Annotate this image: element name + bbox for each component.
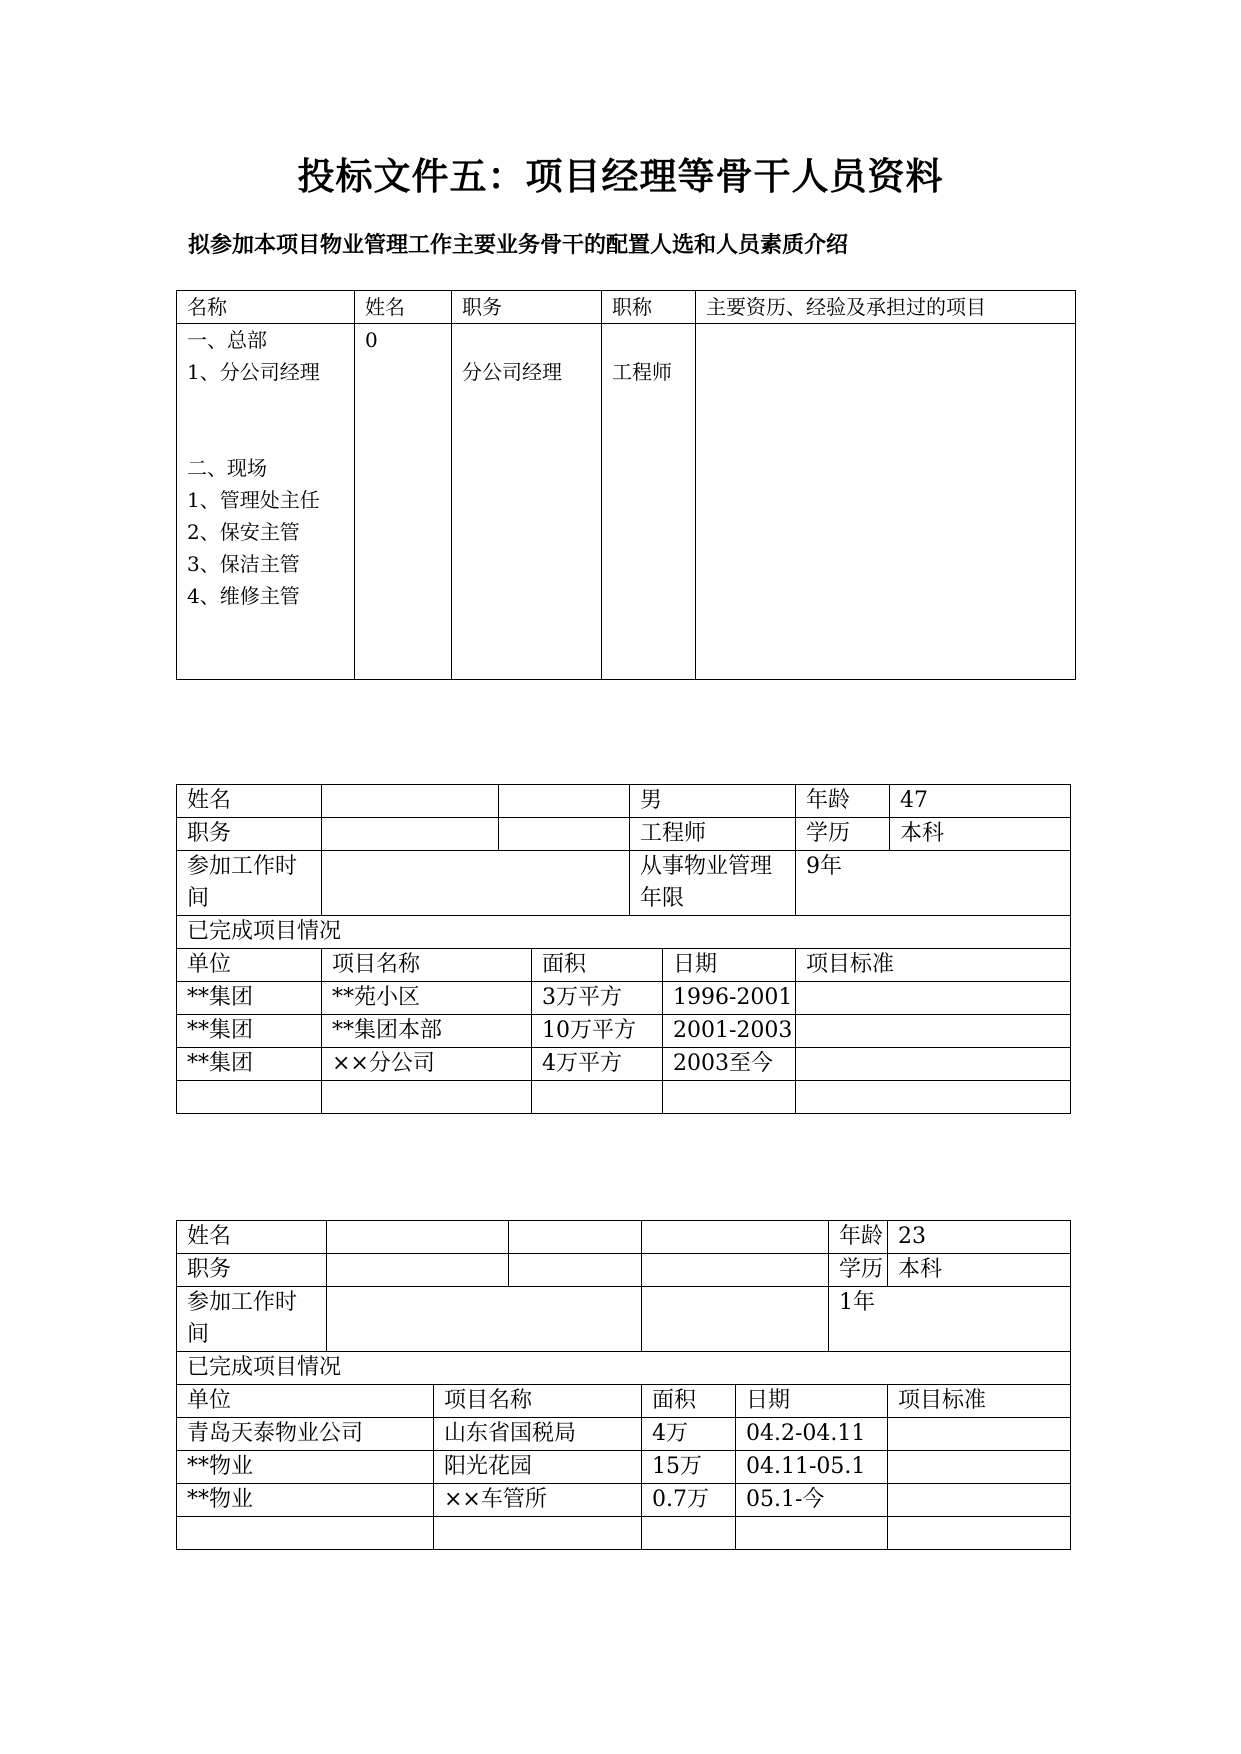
table-cell: 2001-2003 — [663, 1015, 796, 1048]
education-value: 本科 — [890, 818, 1071, 851]
table-cell — [434, 1517, 642, 1550]
blank-cell — [642, 1287, 829, 1352]
header-cell: 单位 — [177, 949, 322, 982]
age-label: 年龄 — [829, 1221, 888, 1254]
table-cell: **苑小区 — [322, 982, 532, 1015]
header-cell: 日期 — [663, 949, 796, 982]
page-title: 投标文件五：项目经理等骨干人员资料 — [297, 155, 944, 198]
table-cell: ××车管所 — [434, 1484, 642, 1517]
work-start-label: 参加工作时间 — [177, 851, 322, 916]
profile-row — [177, 851, 1071, 916]
table-cell: 15万 — [642, 1451, 736, 1484]
name-value — [327, 1221, 509, 1254]
projects-label: 已完成项目情况 — [177, 1352, 1071, 1385]
profile-row — [177, 1287, 1071, 1352]
years-label: 从事物业管理年限 — [630, 851, 796, 916]
header-cell: 职务 — [452, 291, 602, 324]
table-cell: 05.1-今 — [736, 1484, 888, 1517]
education-label: 学历 — [796, 818, 890, 851]
age-label: 年龄 — [796, 785, 890, 818]
role-item: 1、管理处主任 — [187, 488, 320, 512]
table-cell — [888, 1451, 1071, 1484]
blank-cell — [499, 818, 630, 851]
person-name: 0 — [365, 328, 378, 352]
page-subtitle: 拟参加本项目物业管理工作主要业务骨干的配置人选和人员素质介绍 — [188, 233, 849, 258]
table-cell: ××分公司 — [322, 1048, 532, 1081]
header-cell: 项目标准 — [796, 949, 1071, 982]
header-cell: 姓名 — [355, 291, 452, 324]
table-cell — [177, 1517, 434, 1550]
title-rank-cell — [602, 324, 696, 680]
table-cell — [663, 1081, 796, 1114]
staff-table — [176, 290, 1076, 680]
title-rank-value: 工程师 — [612, 360, 672, 384]
table-cell: **集团本部 — [322, 1015, 532, 1048]
section-label: 一、总部 — [187, 328, 267, 352]
header-cell: 面积 — [532, 949, 663, 982]
table-cell: 阳光花园 — [434, 1451, 642, 1484]
table-cell — [532, 1081, 663, 1114]
table-cell: 3万平方 — [532, 982, 663, 1015]
table-row — [177, 1418, 1071, 1451]
staff-table-row — [177, 324, 1076, 680]
table-cell — [888, 1418, 1071, 1451]
years-value: 9年 — [796, 851, 1071, 916]
table-cell — [796, 982, 1071, 1015]
gender-value: 男 — [630, 785, 796, 818]
age-value: 47 — [890, 785, 1071, 818]
title-rank-value: 工程师 — [630, 818, 796, 851]
role-item: 1、分公司经理 — [187, 360, 320, 384]
header-cell: 日期 — [736, 1385, 888, 1418]
table-cell: 04.2-04.11 — [736, 1418, 888, 1451]
position-label: 职务 — [177, 818, 322, 851]
profile-row — [177, 1221, 1071, 1254]
profile-row — [177, 1352, 1071, 1385]
position-value: 分公司经理 — [462, 360, 562, 384]
table-cell: 4万平方 — [532, 1048, 663, 1081]
header-cell: 项目名称 — [434, 1385, 642, 1418]
header-cell: 单位 — [177, 1385, 434, 1418]
projects-header — [177, 949, 1071, 982]
table-cell — [888, 1517, 1071, 1550]
position-value — [327, 1254, 509, 1287]
table-cell — [322, 1081, 532, 1114]
profile-table-1 — [176, 784, 1071, 1114]
table-cell: 4万 — [642, 1418, 736, 1451]
projects-header — [177, 1385, 1071, 1418]
table-cell: **集团 — [177, 1015, 322, 1048]
name-cell — [355, 324, 452, 680]
table-cell — [796, 1015, 1071, 1048]
table-cell — [888, 1484, 1071, 1517]
table-cell: **集团 — [177, 1048, 322, 1081]
blank-cell — [642, 1254, 829, 1287]
role-item: 2、保安主管 — [187, 520, 300, 544]
table-cell — [736, 1517, 888, 1550]
table-row — [177, 1517, 1071, 1550]
education-value: 本科 — [888, 1254, 1071, 1287]
section-label: 二、现场 — [187, 456, 267, 480]
table-row — [177, 1081, 1071, 1114]
blank-cell — [509, 1254, 642, 1287]
header-cell: 面积 — [642, 1385, 736, 1418]
table-cell: 04.11-05.1 — [736, 1451, 888, 1484]
table-cell: 青岛天泰物业公司 — [177, 1418, 434, 1451]
table-cell: **集团 — [177, 982, 322, 1015]
name-value — [322, 785, 499, 818]
table-cell: **物业 — [177, 1484, 434, 1517]
blank-cell — [499, 785, 630, 818]
profile-row — [177, 785, 1071, 818]
table-row — [177, 982, 1071, 1015]
table-cell: 1996-2001 — [663, 982, 796, 1015]
table-row — [177, 1048, 1071, 1081]
name-label: 姓名 — [177, 1221, 327, 1254]
blank-cell — [642, 1221, 829, 1254]
table-cell — [642, 1517, 736, 1550]
table-cell — [796, 1048, 1071, 1081]
years-value: 1年 — [829, 1287, 1071, 1352]
experience-cell — [696, 324, 1076, 680]
profile-table-2 — [176, 1220, 1071, 1550]
header-cell: 职称 — [602, 291, 696, 324]
profile-row — [177, 916, 1071, 949]
header-cell: 名称 — [177, 291, 355, 324]
table-cell — [796, 1081, 1071, 1114]
blank-cell — [509, 1221, 642, 1254]
header-cell: 项目名称 — [322, 949, 532, 982]
table-cell: 山东省国税局 — [434, 1418, 642, 1451]
work-start-value — [327, 1287, 642, 1352]
role-item: 3、保洁主管 — [187, 552, 300, 576]
table-row — [177, 1451, 1071, 1484]
work-start-label: 参加工作时间 — [177, 1287, 327, 1352]
name-label: 姓名 — [177, 785, 322, 818]
role-item: 4、维修主管 — [187, 584, 300, 608]
table-cell: 10万平方 — [532, 1015, 663, 1048]
position-label: 职务 — [177, 1254, 327, 1287]
position-cell — [452, 324, 602, 680]
work-start-value — [322, 851, 630, 916]
table-cell: 0.7万 — [642, 1484, 736, 1517]
header-cell: 主要资历、经验及承担过的项目 — [696, 291, 1076, 324]
table-cell: 2003至今 — [663, 1048, 796, 1081]
position-value — [322, 818, 499, 851]
profile-row — [177, 1254, 1071, 1287]
table-cell: **物业 — [177, 1451, 434, 1484]
table-row — [177, 1015, 1071, 1048]
age-value: 23 — [888, 1221, 1071, 1254]
projects-label: 已完成项目情况 — [177, 916, 1071, 949]
profile-row — [177, 818, 1071, 851]
table-row — [177, 1484, 1071, 1517]
roles-cell — [177, 324, 355, 680]
staff-table-header — [177, 291, 1076, 324]
education-label: 学历 — [829, 1254, 888, 1287]
table-cell — [177, 1081, 322, 1114]
header-cell: 项目标准 — [888, 1385, 1071, 1418]
